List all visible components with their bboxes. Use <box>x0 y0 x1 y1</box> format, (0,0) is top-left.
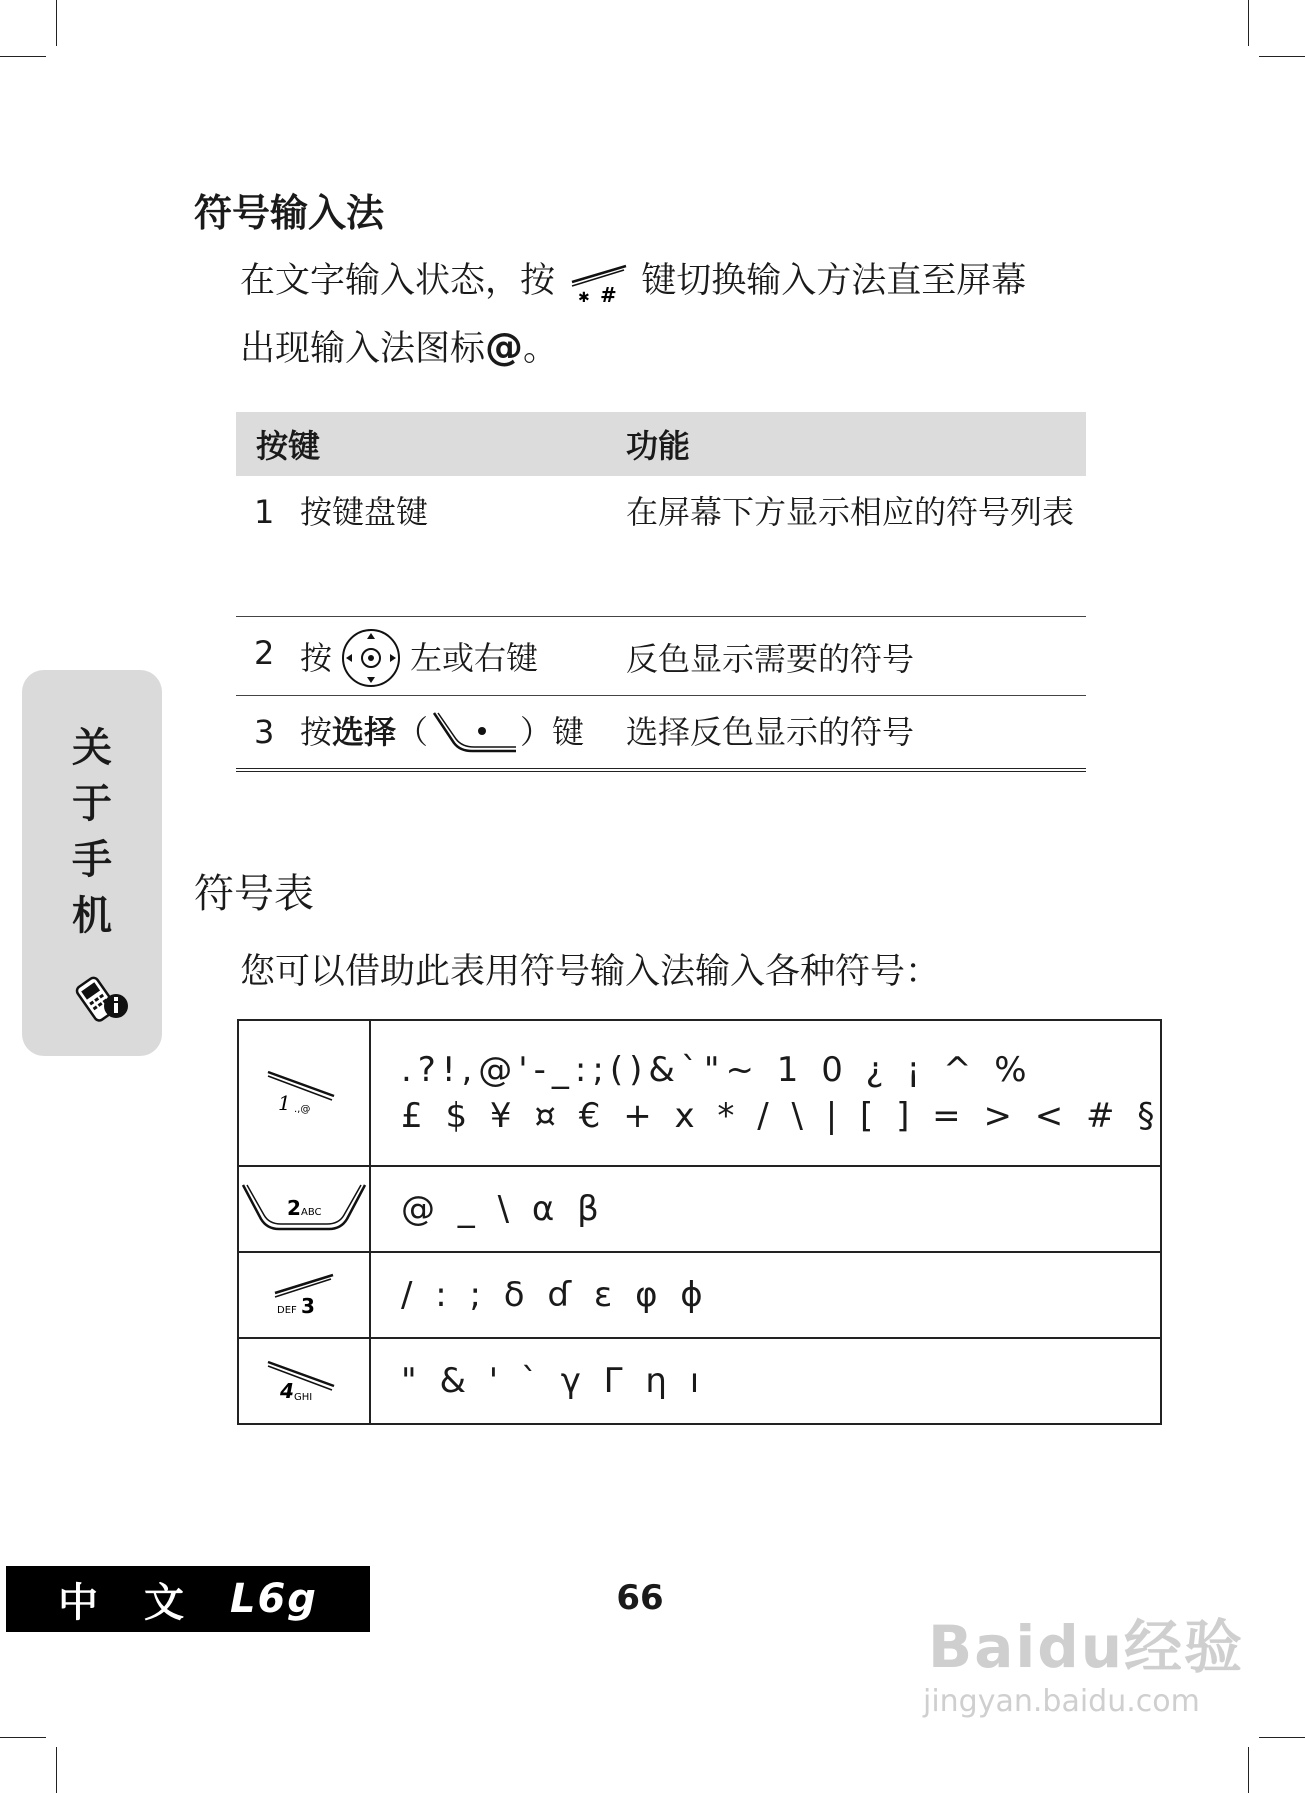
keys-table <box>236 412 1086 772</box>
side-tab-char: 手 <box>72 836 112 883</box>
table-row <box>236 696 1086 772</box>
row-function: 反色显示需要的符号 <box>626 640 915 678</box>
side-tab-about-phone <box>22 670 162 1056</box>
phone-info-icon <box>74 972 134 1026</box>
row-key-paren-open: （ <box>396 713 429 751</box>
symbols-line: £ $ ¥ ¤ € + x * / \ | [ ] = > < # § <box>401 1096 1161 1136</box>
table-row <box>236 617 1086 696</box>
key-cell <box>238 1020 370 1166</box>
page-number: 66 <box>616 1578 664 1618</box>
symbols-cell <box>370 1166 1161 1252</box>
key-1-icon <box>264 1066 344 1120</box>
row-key-prefix: 按 <box>300 713 333 751</box>
row-number: 1 <box>254 493 275 531</box>
symbols-line: " & ' ` γ Γ η ı <box>401 1361 706 1401</box>
symbols-line: / : ; δ ɗ ε φ ɸ <box>401 1275 709 1315</box>
intro-line-1 <box>240 248 1026 314</box>
svg-text:DEF: DEF <box>277 1305 297 1315</box>
svg-text:✱: ✱ <box>578 290 590 304</box>
row-number: 2 <box>254 634 275 672</box>
key-4-icon <box>264 1356 344 1406</box>
svg-text:ABC: ABC <box>301 1207 322 1218</box>
row-key-suffix: 左或右键 <box>410 639 539 677</box>
footer-language-bar <box>6 1566 370 1632</box>
crop-mark <box>56 1747 57 1793</box>
side-tab-char: 于 <box>72 780 112 827</box>
side-tab-char: 关 <box>72 724 112 771</box>
intro-line-2-after: 。 <box>523 329 559 369</box>
svg-text:GHI: GHI <box>294 1392 313 1402</box>
footer-lang: 中 文 <box>58 1579 201 1626</box>
key-2-icon <box>239 1181 369 1237</box>
svg-text:.,@: .,@ <box>294 1104 311 1115</box>
row-key: 按键盘键 <box>300 493 429 531</box>
key-cell <box>238 1252 370 1338</box>
baidu-watermark <box>923 1600 1245 1719</box>
symbols-cell <box>370 1338 1161 1424</box>
symbols-intro: 您可以借助此表用符号输入法输入各种符号： <box>240 952 941 992</box>
symbols-line: @ _ \ α β <box>401 1189 605 1229</box>
watermark-url: jingyan.baidu.com <box>923 1684 1200 1719</box>
table-row <box>238 1338 1161 1424</box>
svg-text:1: 1 <box>278 1091 291 1115</box>
crop-mark <box>1259 56 1305 57</box>
symbols-table <box>237 1019 1162 1425</box>
row-number: 3 <box>254 713 275 751</box>
svg-text:2: 2 <box>287 1196 301 1220</box>
row-key-paren-close: ）键 <box>520 713 585 751</box>
table-row <box>238 1166 1161 1252</box>
keys-table-header <box>236 412 1086 476</box>
row-key <box>300 617 538 689</box>
nav-key-icon <box>340 627 402 689</box>
crop-mark <box>56 0 57 46</box>
watermark-brand: Baidu经验 <box>928 1613 1245 1681</box>
heading-input-method: 符号输入法 <box>194 190 385 235</box>
crop-mark <box>0 56 46 57</box>
intro-line-2-before: 出现输入法图标 <box>240 329 486 369</box>
select-softkey-icon <box>428 707 520 757</box>
header-function: 功能 <box>626 427 691 465</box>
table-row <box>238 1020 1161 1166</box>
svg-text:#: # <box>600 283 617 304</box>
heading-symbol-table: 符号表 <box>194 871 314 917</box>
star-hash-key-icon <box>566 260 630 304</box>
row-function: 在屏幕下方显示相应的符号列表 <box>626 493 1075 531</box>
footer-model: L6g <box>229 1576 318 1622</box>
intro-line-2 <box>240 314 558 382</box>
crop-mark <box>0 1737 46 1738</box>
row-key-prefix: 按 <box>300 639 333 677</box>
side-tab-label <box>22 720 162 944</box>
symbols-cell <box>370 1020 1161 1166</box>
table-row <box>236 476 1086 617</box>
row-key <box>300 696 584 758</box>
symbols-cell <box>370 1252 1161 1338</box>
key-cell <box>238 1338 370 1424</box>
key-3-icon <box>269 1271 339 1319</box>
crop-mark <box>1259 1737 1305 1738</box>
at-icon: @ <box>485 325 524 369</box>
row-function: 选择反色显示的符号 <box>626 713 915 751</box>
svg-text:3: 3 <box>301 1294 315 1315</box>
table-row <box>238 1252 1161 1338</box>
row-key-select: 选择 <box>332 713 397 751</box>
crop-mark <box>1248 0 1249 46</box>
symbols-line: .?!,@'-_:;()&`"~ 1 0 ¿ ¡ ^ % <box>401 1050 1033 1090</box>
intro-line-1-before: 在文字输入状态，按 <box>240 261 556 301</box>
intro-line-1-after: 键切换输入方法直至屏幕 <box>641 261 1027 301</box>
crop-mark <box>1248 1747 1249 1793</box>
key-cell <box>238 1166 370 1252</box>
svg-text:4: 4 <box>280 1379 294 1402</box>
side-tab-char: 机 <box>72 892 112 939</box>
header-key: 按键 <box>256 427 321 465</box>
